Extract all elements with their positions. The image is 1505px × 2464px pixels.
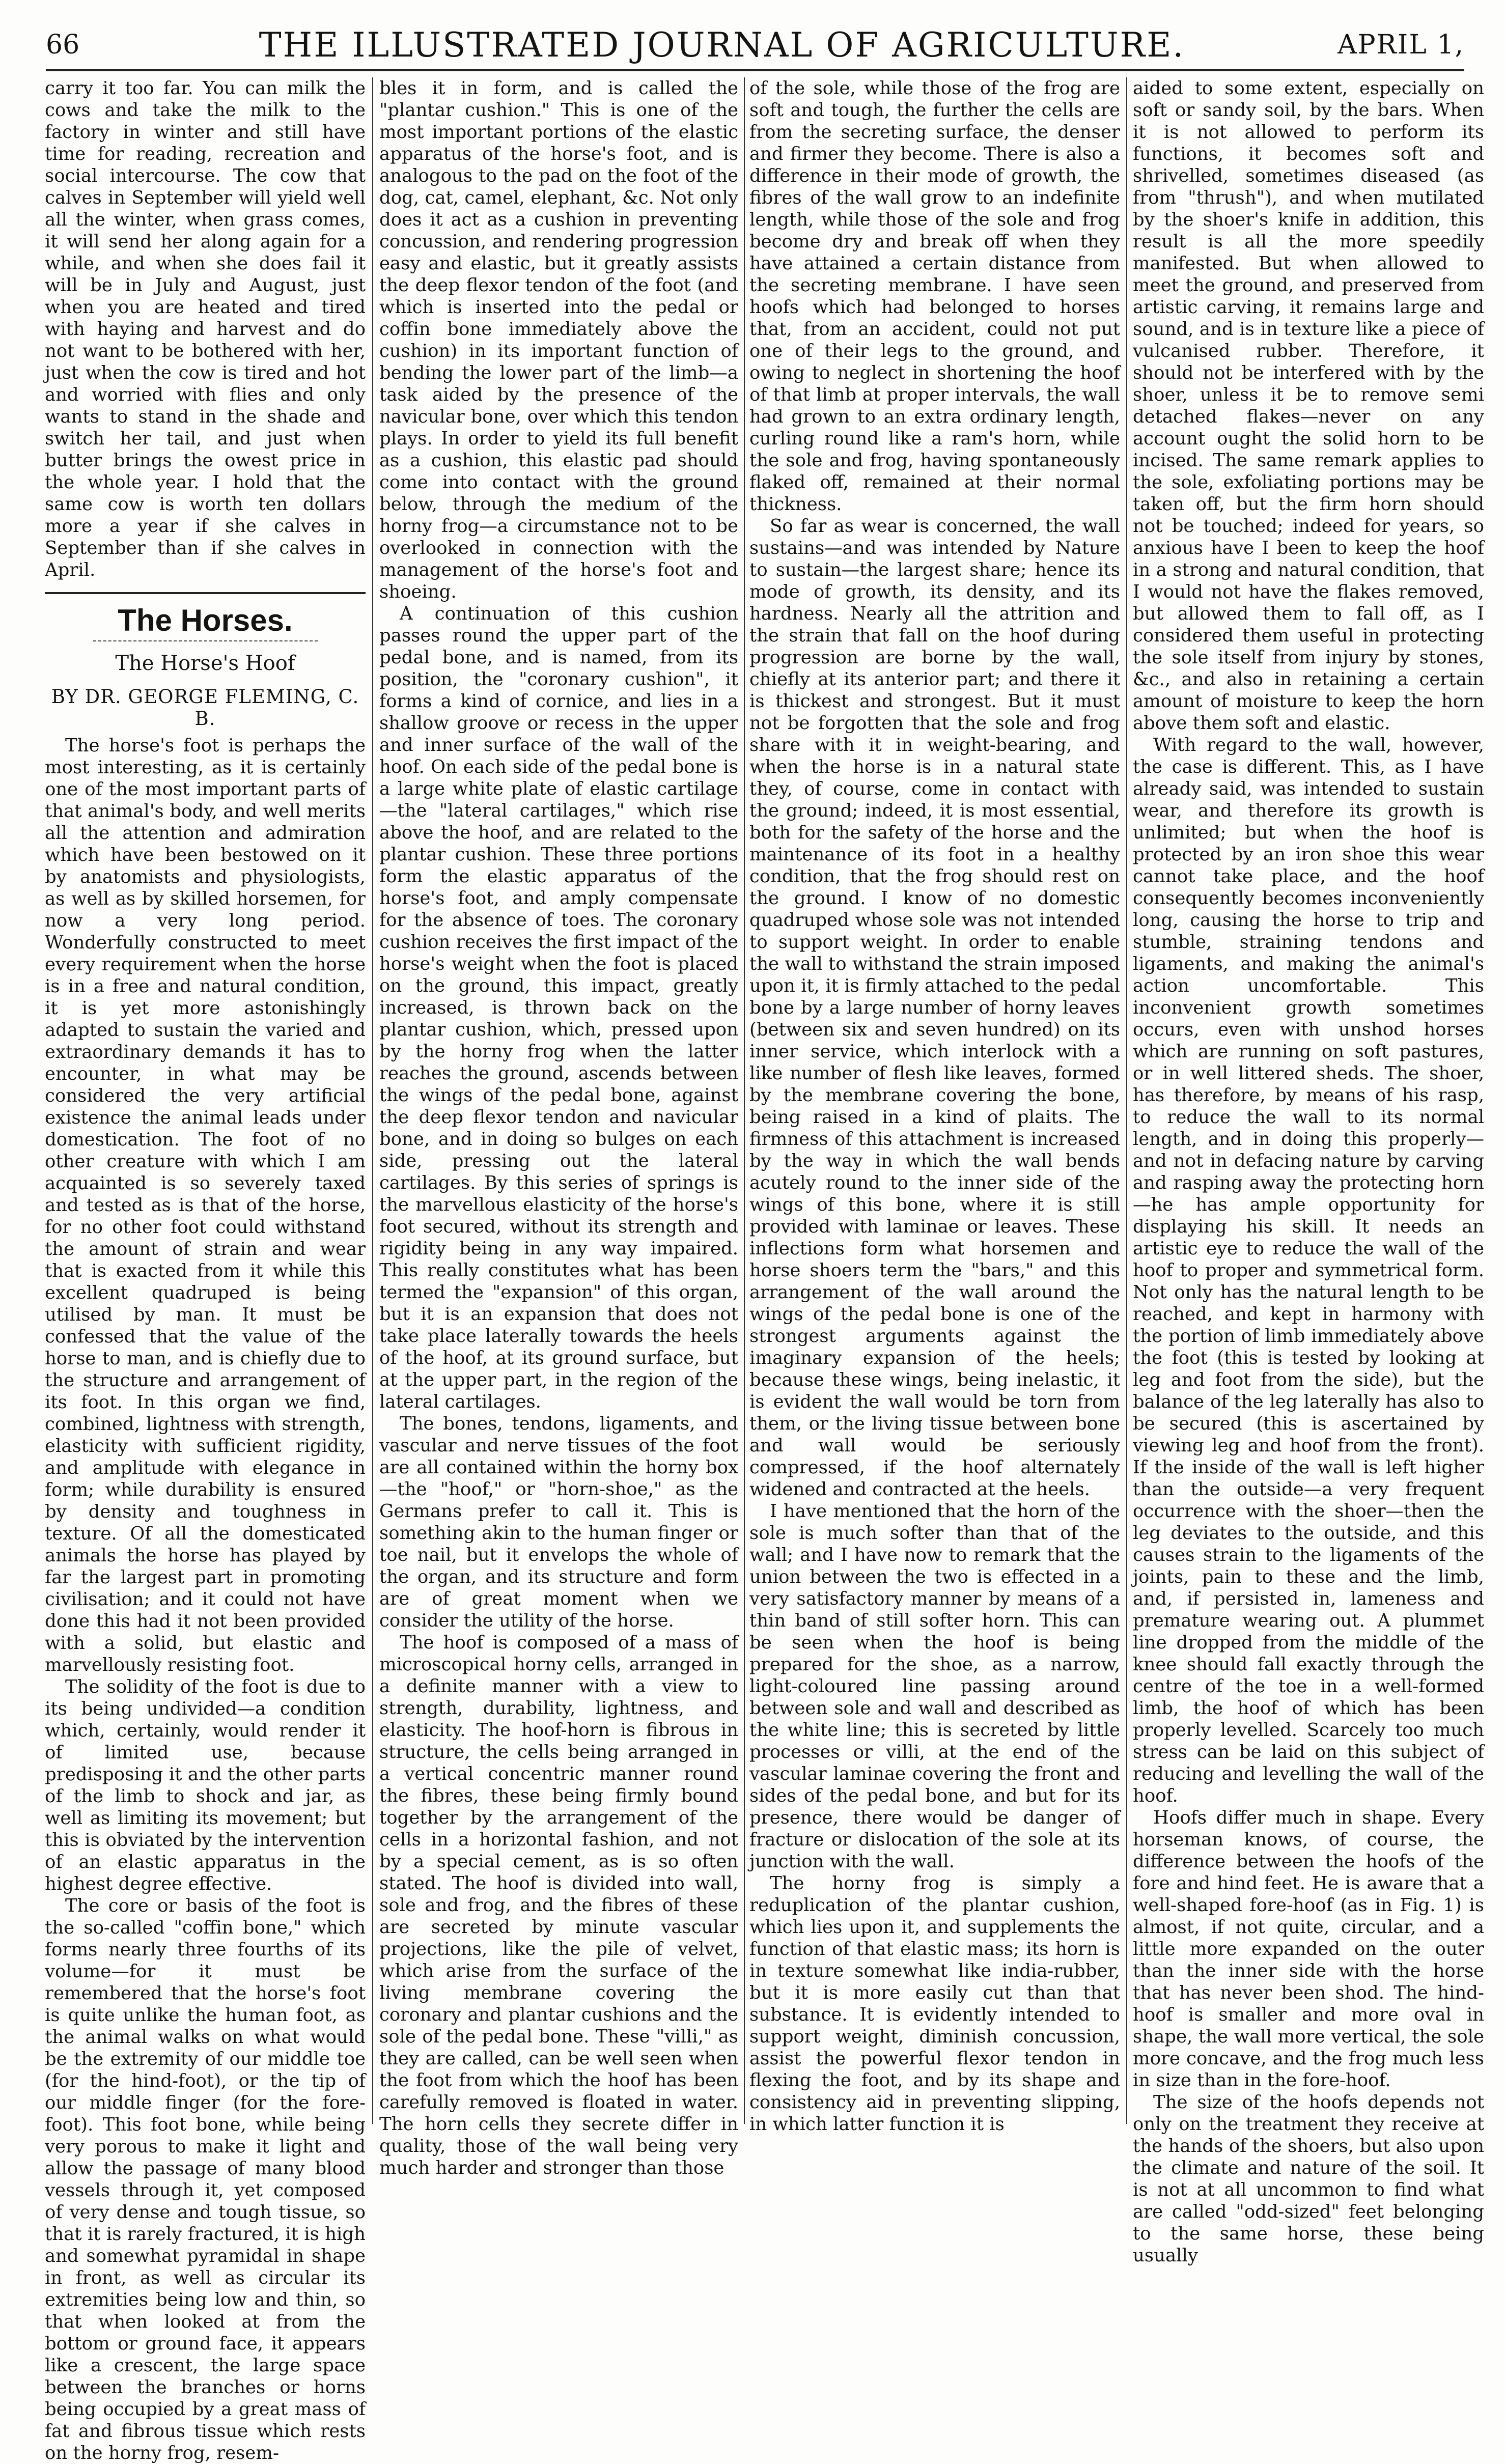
article-paragraph: The bones, tendons, ligaments, and vascular and nerve tissues of the foot are all contained within the horny box—the "hoof," or "horn-shoe," as the Germans prefer to call it. This is something akin to the human finger or toe nail, but it envelops the whole of the organ, and its structure and form are of great moment when we consider the utility of the horse. (379, 1413, 738, 1631)
article-paragraph: of the sole, while those of the frog are soft and tough, the further the cells are from the secreting surface, the denser and firmer they become. There is also a difference in their mode of growth, the fibres of the wall grow to an indefinite length, while those of the sole and frog become dry and break off when they have attained a certain distance from the secreting membrane. I have seen hoofs which had belonged to horses that, from an accident, could not put one of their legs to the ground, and owing to neglect in shortening the hoof of that limb at proper intervals, the wall had grown to an extra ordinary length, curling round like a ram's horn, while the sole and frog, having spontaneously flaked off, remained at their normal thickness. (749, 78, 1120, 515)
section-title: The Horses. (118, 603, 293, 637)
article-title: The Horse's Hoof (115, 652, 295, 675)
article-byline: BY DR. GEORGE FLEMING, C. B. (51, 686, 359, 730)
article-paragraph: The hoof is composed of a mass of microscopical horny cells, arranged in a definite manner with a view to strength, durability, lightness, and elasticity. The hoof-horn is fibrous in structure, the cells being arranged in a vertical concentric manner round the fibres, these being firmly bound together by the arrangement of the cells in a horizontal fashion, and not by a special cement, as is so often stated. The hoof is divided into wall, sole and frog, and the fibres of these are secreted by minute vascular projections, like the pile of velvet, which arise from the surface of the living membrane covering the coronary and plantar cushions and the sole of the pedal bone. These "villi," as they are called, can be well seen when the foot from which the hoof has been carefully removed is floated in water. The horn cells they secrete differ in quality, those of the wall being very much harder and stronger than those (379, 1632, 738, 2178)
column-1 (45, 77, 366, 2463)
article-paragraph: With regard to the wall, however, the case is different. This, as I have already said, was intended to sustain wear, and therefore its growth is unlimited; but when the hoof is protected by an iron shoe this wear cannot take place, and the hoof consequently becomes inconveniently long, causing the horse to trip and stumble, straining tendons and ligaments, and making the animal's action uncomfortable. This inconvenient growth sometimes occurs, even with unshod horses which are running on soft pastures, or in well littered sheds. The shoer, has therefore, by means of his rasp, to reduce the wall to its normal length, and in doing this properly—and not in defacing nature by carving and rasping away the protecting horn—he has ample opportunity for displaying his skill. It needs an artistic eye to reduce the wall of the hoof to proper and symmetrical form. Not only has the natural length to be reached, and kept in harmony with the portion of limb immediately above the foot (this is tested by looking at leg and foot from the side), but the balance of the leg laterally has also to be secured (this is ascertained by viewing leg and hoof from the front). If the inside of the wall is left higher than the outside—a very frequent occurrence with the shoer—then the leg deviates to the outside, and this causes strain to the ligaments of the joints, pain to these and the limb, and, if persisted in, lameness and premature wearing out. A plummet line dropped from the middle of the knee should fall exactly through the centre of the toe in a well-formed limb, the hoof of which has been properly levelled. Scarcely too much stress can be laid on this subject of reducing and levelling the wall of the hoof. (1133, 735, 1484, 1806)
issue-date: APRIL 1, (1337, 30, 1464, 60)
article-paragraph: The horse's foot is perhaps the most interesting, as it is certainly one of the most important parts of that animal's body, and well merits all the attention and admiration which have been bestowed on it by anatomists and physiologists, as well as by skilled horsemen, for now a very long period. Wonderfully constructed to meet every requirement when the horse is in a free and natural condition, it is yet more astonishingly adapted to sustain the varied and extraordinary demands it has to encounter, in what may be considered the very artificial existence the animal leads under domestication. The foot of no other creature with which I am acquainted is so severely taxed and tested as is that of the horse, for no other foot could withstand the amount of strain and wear that is exacted from it while this excellent quadruped is being utilised by man. It must be confessed that the value of the horse to man, and is chiefly due to the structure and arrangement of its foot. In this organ we find, combined, lightness with strength, elasticity with sufficient rigidity, and amplitude with elegance in form; while durability is ensured by density and toughness in texture. Of all the domesticated animals the horse has played by far the largest part in promoting civilisation; and it could not have done this had it not been provided with a solid, but elastic and marvellously resisting foot. (45, 735, 366, 1675)
column-4 (1133, 77, 1484, 2266)
article-paragraph: The core or basis of the foot is the so-called "coffin bone," which forms nearly three fourths of its volume—for it must be remembered that the horse's foot is quite unlike the human foot, as the animal walks on what would be the extremity of our middle toe (for the hind-foot), or the tip of our middle finger (for the fore-foot). This foot bone, while being very porous to make it light and allow the passage of many blood vessels through it, yet composed of very dense and tough tissue, so that it is rarely fractured, it is high and somewhat pyramidal in shape in front, as well as circular its extremities being low and thin, so that when looked at from the bottom or ground face, it appears like a crescent, the large space between the branches or horns being occupied by a great mass of fat and fibrous tissue which rests on the horny frog, resem- (45, 1895, 366, 2463)
article-paragraph: I have mentioned that the horn of the sole is much softer than that of the wall; and I have now to remark that the union between the two is effected in a very satisfactory manner by means of a thin band of still softer horn. This can be seen when the hoof is being prepared for the shoe, as a narrow, light-coloured line passing around between sole and wall and described as the white line; this is secreted by little processes or villi, at the end of the vascular laminae covering the front and sides of the pedal bone, and but for its presence, there would be danger of fracture or dislocation of the sole at its junction with the wall. (749, 1501, 1120, 1872)
article-paragraph: Hoofs differ much in shape. Every horseman knows, of course, the difference between the hoofs of the fore and hind feet. He is aware that a well-shaped fore-hoof (as in Fig. 1) is almost, if not quite, circular, and a little more expanded on the outer than the inner side with the horse that has never been shod. The hind-hoof is smaller and more oval in shape, the wall more vertical, the sole more concave, and the frog much less in size than in the fore-hoof. (1133, 1807, 1484, 2091)
section-divider (45, 592, 366, 594)
page-number: 66 (46, 30, 80, 60)
article-paragraph: A continuation of this cushion passes round the upper part of the pedal bone, and is named, from its position, the "coronary cushion", it forms a kind of cornice, and lies in a shallow groove or recess in the upper and inner surface of the wall of the hoof. On each side of the pedal bone is a large white plate of elastic cartilage—the "lateral cartilages," which rise above the hoof, and are related to the plantar cushion. These three portions form the elastic apparatus of the horse's foot, and amply compensate for the absence of toes. The coronary cushion receives the first impact of the horse's weight when the foot is placed on the ground, this impact, greatly increased, is thrown back on the plantar cushion, which, pressed upon by the horny frog when the latter reaches the ground, ascends between the wings of the pedal bone, against the deep flexor tendon and navicular bone, and in doing so bulges on each side, pressing out the lateral cartilages. By this series of springs is the marvellous elasticity of the horse's foot secured, without its strength and rigidity being in any way impaired. This really constitutes what has been termed the "expansion" of this organ, but it is an expansion that does not take place laterally towards the heels of the hoof, at its ground surface, but at the upper part, in the region of the lateral cartilages. (379, 603, 738, 1412)
article-paragraph: The solidity of the foot is due to its being undivided—a condition which, certainly, would render it of limited use, because predisposing it and the other parts of the limb to shock and jar, as well as limiting its movement; but this is obviated by the intervention of an elastic apparatus in the highest degree effective. (45, 1676, 366, 1894)
column-rule (372, 77, 373, 2124)
column-3 (749, 77, 1121, 2135)
article-paragraph: bles it in form, and is called the "plantar cushion." This is one of the most important portions of the elastic apparatus of the horse's foot, and is analogous to the pad on the foot of the dog, cat, camel, elephant, &c. Not only does it act as a cushion in preventing concussion, and rendering progression easy and elastic, but it greatly assists the deep flexor tendon of the foot (and which is inserted into the pedal or coffin bone immediately above the cushion) in its important function of bending the lower part of the limb—a task aided by the presence of the navicular bone, over which this tendon plays. In order to yield its full benefit as a cushion, this elastic pad should come into contact with the ground below, through the medium of the horny frog—a circumstance not to be overlooked in connection with the management of the horse's foot and shoeing. (379, 78, 738, 602)
journal-title: THE ILLUSTRATED JOURNAL OF AGRICULTURE. (259, 25, 1185, 65)
column-rule (744, 77, 745, 2124)
article-paragraph: So far as wear is concerned, the wall sustains—and was intended by Nature to sustain—the largest share; hence its mode of growth, its density, and its hardness. Nearly all the attrition and the strain that fall on the hoof during progression are borne by the wall, chiefly at its anterior part; and there it is thickest and strongest. But it must not be forgotten that the sole and frog share with it in weight-bearing, and when the horse is in a natural state they, of course, come in contact with the ground; indeed, it is most essential, both for the safety of the horse and the maintenance of its foot in a healthy condition, that the frog should rest on the ground. I know of no domestic quadruped whose sole was not intended to support weight. In order to enable the wall to withstand the strain imposed upon it, it is firmly attached to the pedal bone by a large number of horny leaves (between six and seven hundred) on its inner service, which interlock with a like number of flesh like leaves, formed by the membrane covering the bone, being raised in a kind of plaits. The firmness of this attachment is increased by the way in which the wall bends acutely round to the inner side of the wings of this bone, where it is still provided with laminae or leaves. These inflections form what horsemen and horse shoers term the "bars," and this arrangement of the wall around the wings of the pedal bone is one of the strongest arguments against the imaginary expansion of the heels; because these wings, being inelastic, it is evident the wall would be torn from them, or the living tissue between bone and wall would be seriously compressed, if the hoof alternately widened and contracted at the heels. (749, 516, 1121, 1500)
column-rule (1126, 77, 1127, 2124)
intro-paragraph: carry it too far. You can milk the cows and take the milk to the factory in winter and still have time for reading, recreation and social intercourse. The cow that calves in September will yield well all the winter, when grass comes, it will send her along again for a while, and when she does fail it will be in July and August, just when you are heated and tired with haying and harvest and do not want to be bothered with her, just when the cow is tired and hot and worried with flies and only wants to stand in the shade and switch her tail, and just when butter brings the owest price in the whole year. I hold that the same cow is worth ten dollars more a year if she calves in September than if she calves in April. (45, 78, 366, 580)
column-2 (379, 77, 738, 2178)
article-paragraph: The size of the hoofs depends not only on the treatment they receive at the hands of the shoers, but also upon the climate and nature of the soil. It is not at all uncommon to find what are called "odd-sized" feet belonging to the same horse, these being usually (1133, 2092, 1484, 2266)
page-header (46, 20, 1464, 71)
article-paragraph: aided to some extent, especially on soft or sandy soil, by the bars. When it is not allowed to perform its functions, it becomes soft and shrivelled, sometimes diseased (as from "thrush"), and when mutilated by the shoer's knife in addition, this result is all the more speedily manifested. But when allowed to meet the ground, and preserved from artistic carving, it remains large and sound, and is in texture like a piece of vulcanised rubber. Therefore, it should not be interfered with by the shoer, unless it be to remove semi detached flakes—never on any account ought the solid horn to be incised. The same remark applies to the sole, exfoliating portions may be taken off, but the firm horn should not be touched; indeed for years, so anxious have I been to keep the hoof in a strong and natural condition, that I would not have the flakes removed, but allowed them to fall off, as I considered them useful in protecting the sole itself from injury by stones, &c., and also in retaining a certain amount of moisture to keep the horn above them soft and elastic. (1133, 78, 1484, 734)
article-paragraph: The horny frog is simply a reduplication of the plantar cushion, which lies upon it, and supplements the function of that elastic mass; its horn is in texture somewhat like india-rubber, but it is more easily cut than that substance. It is evidently intended to support weight, diminish concussion, assist the powerful flexor tendon in flexing the foot, and by its shape and consistency aid in preventing slipping, in which latter function it is (749, 1873, 1120, 2135)
title-dash-rule (93, 640, 318, 641)
